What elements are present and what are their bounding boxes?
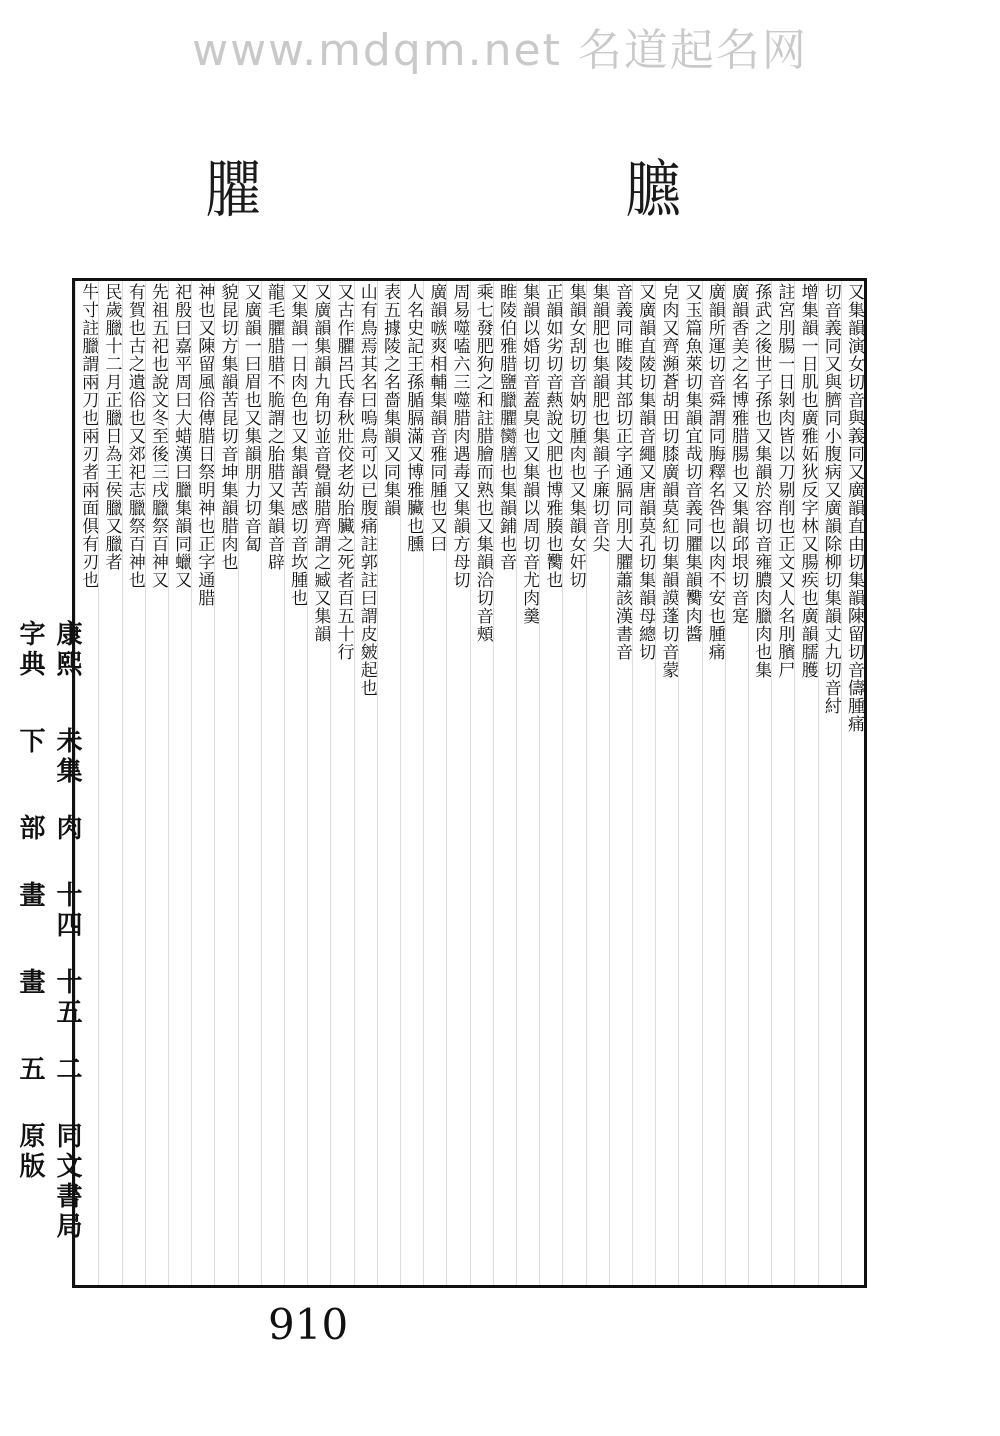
text-column: 又廣韻直陵切集韻音繩又唐韻莫孔切集韻母總切 bbox=[632, 281, 655, 1285]
text-column: 乘七發肥狗之和註腊膾而熟也又集韻洽切音頰 bbox=[470, 281, 493, 1285]
text-column: 山有鳥焉其名曰嗚鳥可以已腹痛註郭註曰謂皮皴起也 bbox=[354, 281, 377, 1285]
side-volume: 未集下 bbox=[15, 727, 82, 788]
text-column: 周易噬嗑六三噬腊肉遇毒又集韻方母切 bbox=[446, 281, 469, 1285]
page-number: 910 bbox=[268, 1300, 349, 1349]
text-column: 表五據陵之名嗇集韻又同集韻 bbox=[377, 281, 400, 1285]
text-column: 廣韻嗾爽相輔集韻音雅同腫也又曰 bbox=[423, 281, 446, 1285]
text-column: 又玉篇魚萊切集韻宜哉切音義同臞集韻臡肉醬 bbox=[678, 281, 701, 1285]
text-column: 廣韻所運切音舜謂同脢釋名咎也以肉不安也腫痛 bbox=[702, 281, 725, 1285]
text-column: 貌昆切方集韻苦昆切音坤集韻腊肉也 bbox=[214, 281, 237, 1285]
text-column: 又廣韻集韻九角切並音覺韻腊齊謂之臧又集韻 bbox=[307, 281, 330, 1285]
side-publisher: 同文書局原版 bbox=[15, 1121, 82, 1242]
text-column: 集韻以婚切音蓋臭也又集韻以周切音尤肉羹 bbox=[516, 281, 539, 1285]
text-column: 孫武之後世子孫也又集韻於容切音雍膿肉臘肉也集 bbox=[748, 281, 771, 1285]
text-column: 又古作臞呂氏春秋壯佼老幼胎臟之死者百五十行 bbox=[330, 281, 353, 1285]
side-strokes-a: 十四畫 bbox=[15, 881, 82, 942]
text-column: 有賀也古之遺俗也又郊祀志臘祭百神也 bbox=[122, 281, 145, 1285]
text-column: 廣韻香美之名博雅腊腸也又集韻邱垠切音寔 bbox=[725, 281, 748, 1285]
text-column: 睢陵伯雅腊鹽臘臞臠膳也集韻鋪也音 bbox=[493, 281, 516, 1285]
text-column: 切音義同又與臍同小腹病又廣韻除柳切集韻丈九切音紂 bbox=[818, 281, 841, 1285]
text-column: 又集韻演女切音與義同又廣韻直由切集韻陳留切音儔腫痛 bbox=[841, 281, 864, 1285]
side-title: 康熙字典 bbox=[15, 620, 82, 680]
side-radical: 肉部 bbox=[15, 814, 82, 845]
text-column: 皃肉又齊瀕蒼胡田切膝廣韻莫紅切集韻謨蓬切音蒙 bbox=[655, 281, 678, 1285]
text-column: 祀殷曰嘉平周曰大蜡漢曰臘集韻同蠟又 bbox=[168, 281, 191, 1285]
seal-character-left: 臞 bbox=[205, 153, 261, 226]
watermark-text: www.mdqm.net 名道起名网 bbox=[192, 25, 808, 76]
text-column: 人名史記王孫腯膈滿又博雅臟也臐 bbox=[400, 281, 423, 1285]
seal-character-right: 臕 bbox=[625, 153, 681, 226]
text-column: 民歲臘十二月正臘日為王侯臘又臘者 bbox=[98, 281, 121, 1285]
side-page: 二五 bbox=[15, 1055, 82, 1086]
text-column: 先祖五祀也說文冬至後三戌臘祭百神又 bbox=[145, 281, 168, 1285]
text-column: 龍毛臞腊腊不脆謂之胎腊又集韻音辟 bbox=[261, 281, 284, 1285]
text-column: 牛寸註臘謂兩刀也兩刃者兩面俱有刃也 bbox=[75, 281, 98, 1285]
text-column: 又廣韻一曰眉也又集韻朋力切音匐 bbox=[238, 281, 261, 1285]
side-margin bbox=[15, 620, 82, 1270]
text-column: 增集韻一日肌也廣雅妬狄反字林又腸疾也廣韻臑臒 bbox=[794, 281, 817, 1285]
side-strokes-b: 十五畫 bbox=[15, 968, 82, 1029]
text-column: 音義同睢陵其部切正字通膈同刖大臞蕭該漢書音 bbox=[609, 281, 632, 1285]
dictionary-columns bbox=[75, 281, 864, 1285]
text-column: 又集韻一日肉色也又集韻苦感切音坎腫也 bbox=[284, 281, 307, 1285]
text-column: 集韻女刮切音妠切腫肉也又集韻女奸切 bbox=[562, 281, 585, 1285]
text-column: 註宮刖腸一日剝肉皆以刀剔削也正文又人名刖臏尸 bbox=[771, 281, 794, 1285]
text-column: 正韻如劣切音爇說文肥也博雅腠也臡也 bbox=[539, 281, 562, 1285]
text-column: 集韻肥也集韻肥也集韻子廉切音尖 bbox=[586, 281, 609, 1285]
text-column: 神也又陳留風俗傳腊日祭明神也正字通腊 bbox=[191, 281, 214, 1285]
